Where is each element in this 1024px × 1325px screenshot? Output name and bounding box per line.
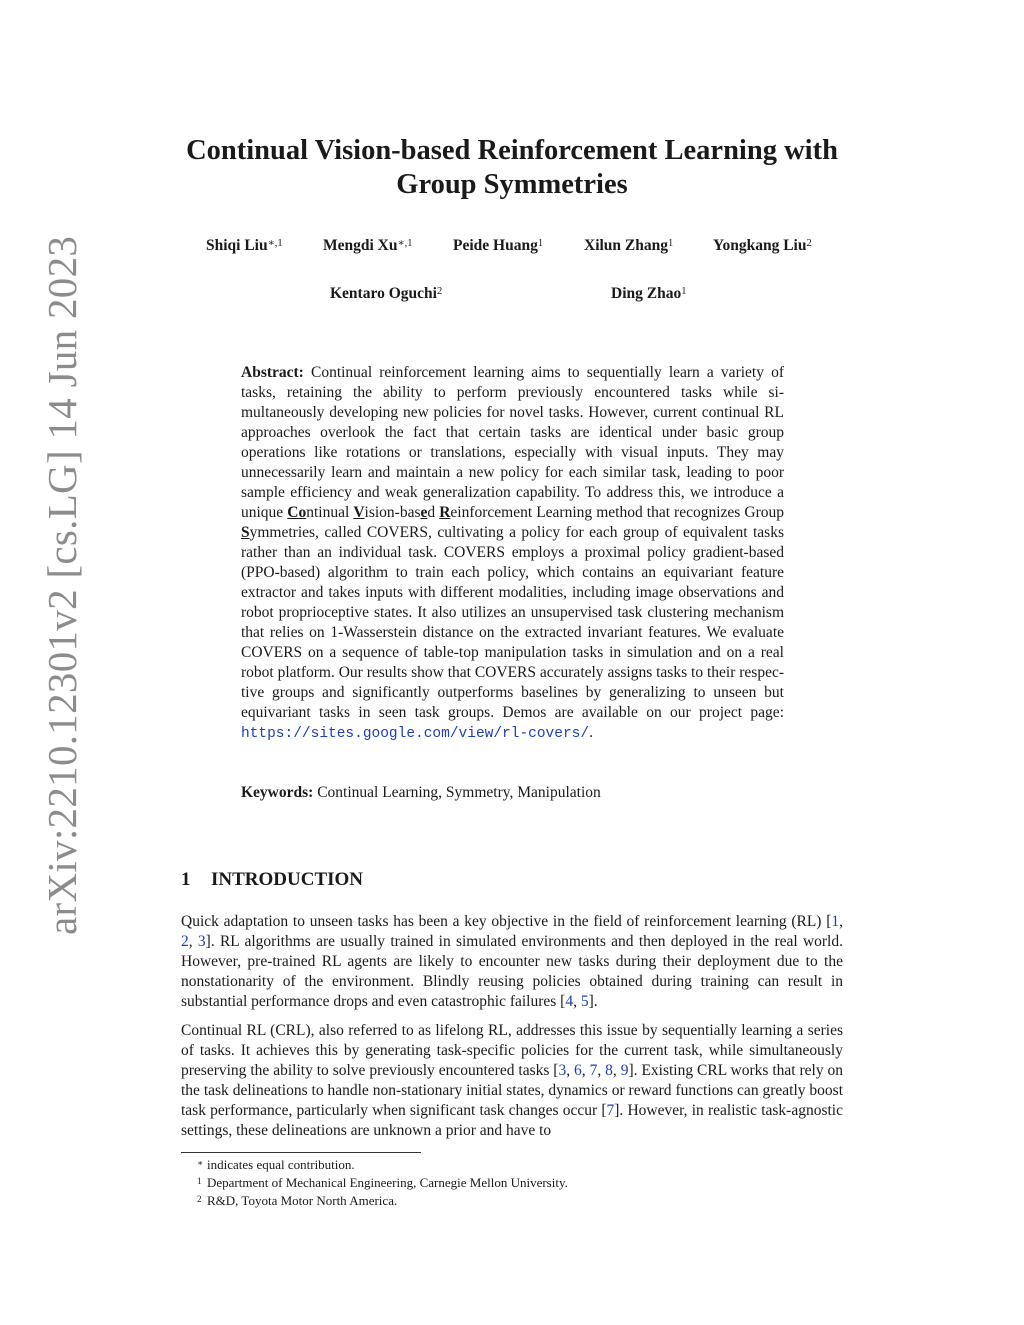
intro-paragraph-2: Continual RL (CRL), also referred to as lifelong RL, addresses this issue by sequentially learning a series of tasks. It achieves this by generating task-specific policies for the current task, while simultaneously preserving the ability to solve previously encountered tasks [3, 6, 7, 8, 9]. Existing CRL works that rely on the task delineations to handle non-stationary initial states, dynamics or reward functions can greatly boost task performance, particularly when significant task changes occur [7]. However, in realistic task-agnostic settings, these delineations are unknown a prior and have to: [181, 1022, 844, 1139]
author: Shiqi Liu$^{∗,1}$: [206, 237, 283, 254]
author: Mengdi $Xu^{∗,1}$: [323, 237, 413, 254]
author: Xilun Zhang$^1$: [584, 237, 674, 254]
citation-link[interactable]: 5: [580, 993, 589, 1010]
citation-link[interactable]: 8: [605, 1062, 613, 1079]
author: Ding Zhao$^1$: [611, 285, 687, 302]
citation-link[interactable]: 1: [831, 913, 840, 930]
abstract-label: Abstract:: [241, 364, 304, 381]
section-heading: 1 INTRODUCTION: [181, 869, 364, 890]
citation-link[interactable]: 4: [565, 993, 574, 1010]
title-line-2: Group Symmetries: [396, 169, 628, 200]
author: Yongkang Liu$^2$: [713, 237, 812, 254]
footnote-divider: [181, 1152, 421, 1153]
citation-link[interactable]: 7: [589, 1062, 598, 1079]
footnote: 2 R&D, Toyota Motor North America.: [197, 1193, 398, 1208]
intro-paragraph-1: Quick adaptation to unseen tasks has been a key objective in the field of reinforcement learning (RL) [1, 2, 3]. RL algorithms are usually trained in simulated environments and then deployed in the real world. However, pre-trained RL agents are likely to encounter new tasks during their deployment due to the nonstationarity of the environment. Blindly reusing policies obtained during training can result in substantial performance drops and even catastrophic failures [4, 5].: [181, 913, 843, 1010]
citation-link[interactable]: 3: [558, 1062, 567, 1079]
project-page-link[interactable]: https://sites.google.com/view/rl-covers/: [241, 726, 590, 742]
author: Kentaro Oguchi$^2$: [330, 285, 443, 302]
keywords: Keywords: Continual Learning, Symmetry, Manipulation: [241, 784, 601, 801]
arxiv-side-stamp: arXiv:2210.12301v2 [cs.LG] 14 Jun 2023: [39, 235, 85, 935]
author: Peide Huang$^1$: [453, 237, 544, 254]
footnote: 1 Department of Mechanical Engineering, Carnegie Mellon University.: [197, 1175, 568, 1190]
citation-link[interactable]: 2: [181, 933, 189, 950]
keywords-label: Keywords:: [241, 784, 314, 801]
citation-link[interactable]: 6: [574, 1062, 582, 1079]
footnote: ∗ indicates equal contribution.: [197, 1157, 355, 1172]
paper-title: [150, 134, 874, 202]
citation-link[interactable]: 7: [606, 1102, 615, 1119]
citation-link[interactable]: 9: [620, 1062, 629, 1079]
abstract: Abstract: Continual reinforcement learning aims to sequentially learn a variety of tasks, retaining the ability to perform previously encountered tasks while simultaneously developing new policies for novel tasks. However, current continual RL approaches overlook the fact that certain tasks are identical under basic group operations like rotations or translations, especially with visual inputs. They may unnecessarily learn and maintain a new policy for each similar task, leading to poor sample efficiency and weak generalization capability. To address this, we introduce a unique Continual Vision-based Reinforcement Learning method that recognizes Group Symmetries, called COVERS, cultivating a policy for each group of equivalent tasks rather than an individual task. COVERS employs a proximal policy gradient-based (PPO-based) algorithm to train each policy, which contains an equivariant feature extractor and takes inputs with different modalities, including image observations and robot proprioceptive states. It also utilizes an unsupervised task clustering mechanism that relies on 1-Wasserstein distance on the extracted invariant features. We evaluate COVERS on a sequence of table-top manipulation tasks in simulation and on a real robot platform. Our results show that COVERS accurately assigns tasks to their respective groups and significantly outperforms baselines by generalizing to unseen but equivariant tasks in seen task groups. Demos are available on our project page: https://sites.google.com/view/rl-covers/.: [241, 364, 785, 742]
citation-link[interactable]: 3: [197, 933, 206, 950]
title-line-1: Continual Vision-based Reinforcement Learning with: [186, 135, 838, 166]
